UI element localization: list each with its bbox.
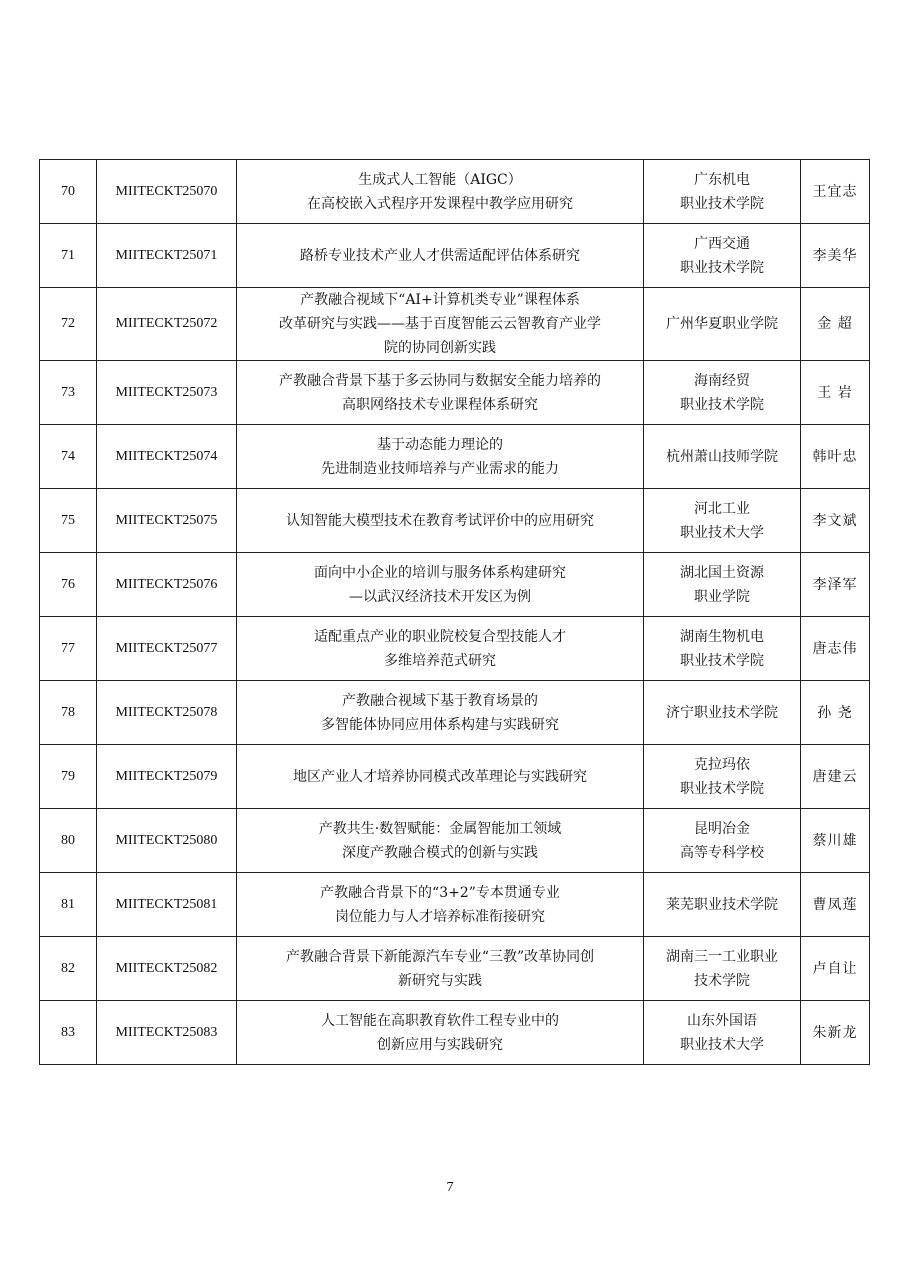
- institution-name: 济宁职业技术学院: [644, 681, 801, 745]
- row-number: 76: [40, 553, 97, 617]
- project-code: MIITECKT25077: [97, 617, 237, 681]
- institution-name: 莱芜职业技术学院: [644, 873, 801, 937]
- row-number: 79: [40, 745, 97, 809]
- institution-name: 广西交通 职业技术学院: [644, 224, 801, 288]
- project-code: MIITECKT25083: [97, 1001, 237, 1065]
- project-code: MIITECKT25082: [97, 937, 237, 1001]
- row-number: 80: [40, 809, 97, 873]
- person-name: 韩叶忠: [801, 425, 870, 489]
- table-row: [40, 617, 870, 681]
- row-number: 81: [40, 873, 97, 937]
- person-name: 李泽军: [801, 553, 870, 617]
- institution-name: 湖北国土资源 职业学院: [644, 553, 801, 617]
- person-name: 李文斌: [801, 489, 870, 553]
- row-number: 71: [40, 224, 97, 288]
- row-number: 70: [40, 160, 97, 224]
- project-title: 产教融合背景下的“3+2”专本贯通专业 岗位能力与人才培养标准衔接研究: [237, 873, 644, 937]
- project-title: 路桥专业技术产业人才供需适配评估体系研究: [237, 224, 644, 288]
- row-number: 75: [40, 489, 97, 553]
- institution-name: 山东外国语 职业技术大学: [644, 1001, 801, 1065]
- row-number: 77: [40, 617, 97, 681]
- institution-name: 河北工业 职业技术大学: [644, 489, 801, 553]
- row-number: 83: [40, 1001, 97, 1065]
- project-title: 人工智能在高职教育软件工程专业中的 创新应用与实践研究: [237, 1001, 644, 1065]
- project-table: [39, 159, 870, 1065]
- project-title: 产教融合背景下基于多云协同与数据安全能力培养的 高职网络技术专业课程体系研究: [237, 361, 644, 425]
- person-name: 朱新龙: [801, 1001, 870, 1065]
- person-name: 金 超: [801, 288, 870, 361]
- institution-name: 湖南生物机电 职业技术学院: [644, 617, 801, 681]
- project-code: MIITECKT25070: [97, 160, 237, 224]
- project-code: MIITECKT25072: [97, 288, 237, 361]
- table-row: [40, 553, 870, 617]
- project-title: 面向中小企业的培训与服务体系构建研究 —以武汉经济技术开发区为例: [237, 553, 644, 617]
- project-title: 产教融合视域下基于教育场景的 多智能体协同应用体系构建与实践研究: [237, 681, 644, 745]
- project-title: 地区产业人才培养协同模式改革理论与实践研究: [237, 745, 644, 809]
- person-name: 孙 尧: [801, 681, 870, 745]
- project-title: 产教共生·数智赋能：金属智能加工领域 深度产教融合模式的创新与实践: [237, 809, 644, 873]
- project-title: 产教融合视域下“AI+计算机类专业”课程体系 改革研究与实践——基于百度智能云云智教育产业学 院的协同创新实践: [237, 288, 644, 361]
- project-code: MIITECKT25075: [97, 489, 237, 553]
- table-row: [40, 489, 870, 553]
- table-row: [40, 809, 870, 873]
- row-number: 73: [40, 361, 97, 425]
- table-row: [40, 937, 870, 1001]
- table-row: [40, 425, 870, 489]
- institution-name: 杭州萧山技师学院: [644, 425, 801, 489]
- project-title: 适配重点产业的职业院校复合型技能人才 多维培养范式研究: [237, 617, 644, 681]
- person-name: 王 岩: [801, 361, 870, 425]
- institution-name: 克拉玛依 职业技术学院: [644, 745, 801, 809]
- project-code: MIITECKT25074: [97, 425, 237, 489]
- project-code: MIITECKT25078: [97, 681, 237, 745]
- row-number: 72: [40, 288, 97, 361]
- project-title: 认知智能大模型技术在教育考试评价中的应用研究: [237, 489, 644, 553]
- table-row: [40, 361, 870, 425]
- person-name: 蔡川雄: [801, 809, 870, 873]
- table-row: [40, 224, 870, 288]
- person-name: 王宜志: [801, 160, 870, 224]
- table-row: [40, 288, 870, 361]
- institution-name: 湖南三一工业职业 技术学院: [644, 937, 801, 1001]
- table-row: [40, 745, 870, 809]
- project-title: 产教融合背景下新能源汽车专业“三教”改革协同创 新研究与实践: [237, 937, 644, 1001]
- project-code: MIITECKT25079: [97, 745, 237, 809]
- project-code: MIITECKT25073: [97, 361, 237, 425]
- institution-name: 广东机电 职业技术学院: [644, 160, 801, 224]
- institution-name: 海南经贸 职业技术学院: [644, 361, 801, 425]
- person-name: 曹凤莲: [801, 873, 870, 937]
- project-code: MIITECKT25071: [97, 224, 237, 288]
- project-code: MIITECKT25080: [97, 809, 237, 873]
- project-table-body: [40, 160, 870, 1065]
- person-name: 唐志伟: [801, 617, 870, 681]
- table-row: [40, 681, 870, 745]
- project-code: MIITECKT25081: [97, 873, 237, 937]
- project-title: 基于动态能力理论的 先进制造业技师培养与产业需求的能力: [237, 425, 644, 489]
- project-code: MIITECKT25076: [97, 553, 237, 617]
- person-name: 唐建云: [801, 745, 870, 809]
- table-row: [40, 160, 870, 224]
- row-number: 78: [40, 681, 97, 745]
- row-number: 82: [40, 937, 97, 1001]
- institution-name: 广州华夏职业学院: [644, 288, 801, 361]
- institution-name: 昆明冶金 高等专科学校: [644, 809, 801, 873]
- row-number: 74: [40, 425, 97, 489]
- table-row: [40, 1001, 870, 1065]
- person-name: 卢自让: [801, 937, 870, 1001]
- person-name: 李美华: [801, 224, 870, 288]
- table-row: [40, 873, 870, 937]
- page-number: 7: [446, 1180, 454, 1195]
- project-title: 生成式人工智能（AIGC） 在高校嵌入式程序开发课程中教学应用研究: [237, 160, 644, 224]
